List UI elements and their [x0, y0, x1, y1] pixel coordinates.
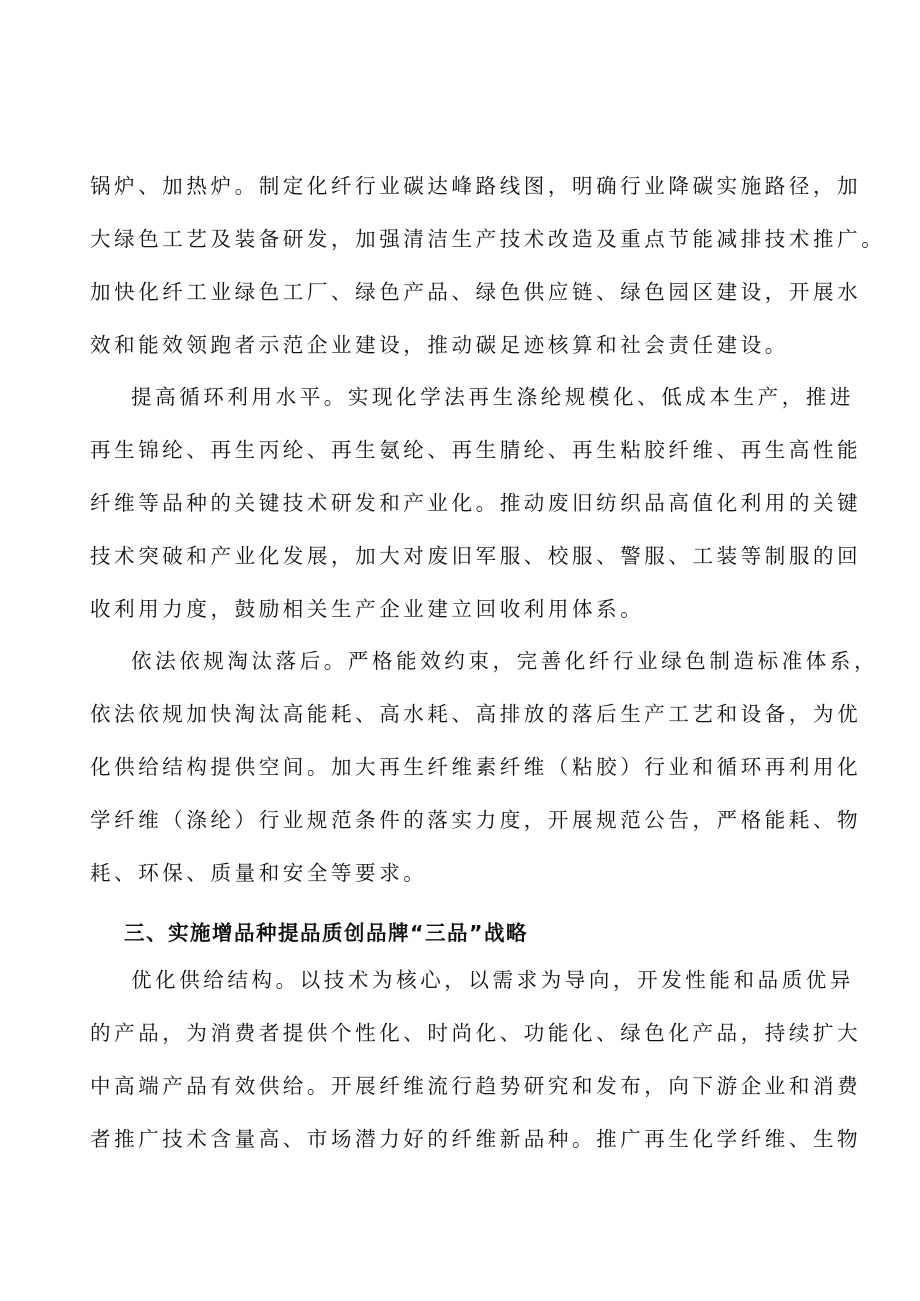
paragraph-start-line: 优化供给结构。以技术为核心，以需求为导向，开发性能和品质优异	[131, 968, 854, 992]
body-text-line: 技术突破和产业化发展，加大对废旧军服、校服、警服、工装等制服的回	[90, 544, 862, 568]
paragraph-start-line: 依法依规淘汰落后。严格能效约束，完善化纤行业绿色制造标准体系，	[131, 649, 879, 673]
body-text-line: 依法依规加快淘汰高能耗、高水耗、高排放的落后生产工艺和设备，为优	[90, 702, 862, 726]
section-heading: 三、实施增品种提品质创品牌“三品”战略	[124, 921, 528, 945]
body-text-line: 大绿色工艺及装备研发，加强清洁生产技术改造及重点节能减排技术推广。	[90, 227, 886, 251]
body-text-line: 耗、环保、质量和安全等要求。	[90, 861, 428, 885]
body-text-line: 的产品，为消费者提供个性化、时尚化、功能化、绿色化产品，持续扩大	[90, 1021, 862, 1045]
body-text-line: 再生锦纶、再生丙纶、再生氨纶、再生腈纶、再生粘胶纤维、再生高性能	[90, 438, 862, 462]
body-text-line: 收利用力度，鼓励相关生产企业建立回收利用体系。	[90, 597, 645, 621]
body-text-line: 加快化纤工业绿色工厂、绿色产品、绿色供应链、绿色园区建设，开展水	[90, 280, 862, 304]
body-text-line: 锅炉、加热炉。制定化纤行业碳达峰路线图，明确行业降碳实施路径，加	[90, 174, 862, 198]
paragraph-start-line: 提高循环利用水平。实现化学法再生涤纶规模化、低成本生产，推进	[131, 385, 854, 409]
body-text-line: 学纤维（涤纶）行业规范条件的落实力度，开展规范公告，严格能耗、物	[90, 808, 862, 832]
body-text-line: 者推广技术含量高、市场潜力好的纤维新品种。推广再生化学纤维、生物	[90, 1127, 862, 1151]
body-text-line: 纤维等品种的关键技术研发和产业化。推动废旧纺织品高值化利用的关键	[90, 491, 862, 515]
body-text-line: 中高端产品有效供给。开展纤维流行趋势研究和发布，向下游企业和消费	[90, 1074, 862, 1098]
body-text-line: 化供给结构提供空间。加大再生纤维素纤维（粘胶）行业和循环再利用化	[90, 755, 862, 779]
body-text-line: 效和能效领跑者示范企业建设，推动碳足迹核算和社会责任建设。	[90, 333, 789, 357]
